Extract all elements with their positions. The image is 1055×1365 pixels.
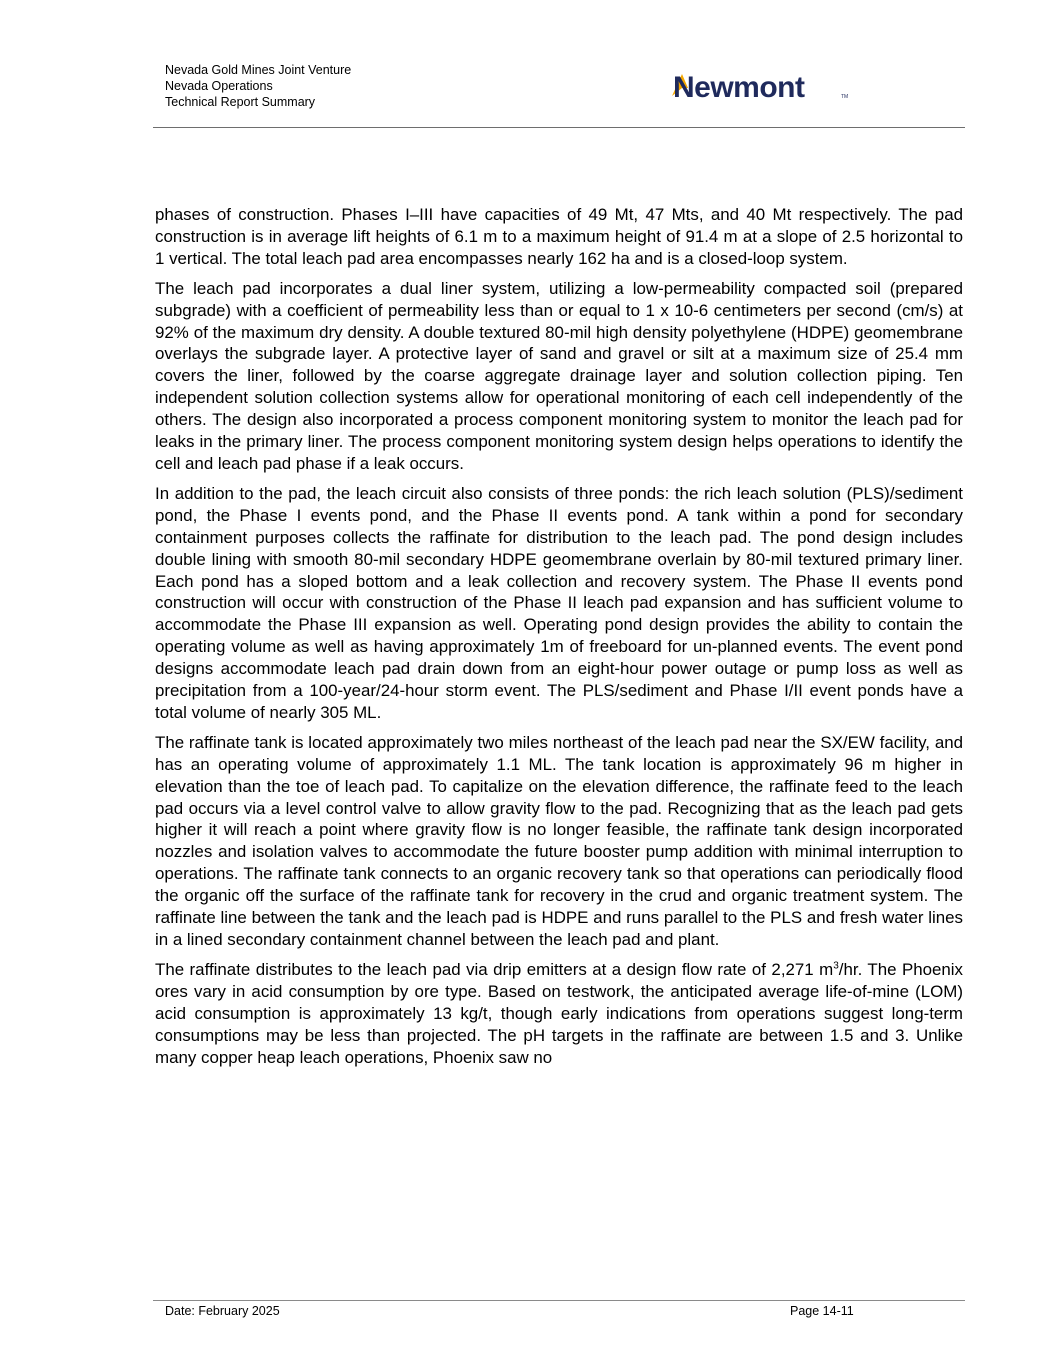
header-operations-line: Nevada Operations <box>165 79 273 93</box>
newmont-logo <box>670 66 860 106</box>
header-company-line: Nevada Gold Mines Joint Venture <box>165 63 352 77</box>
paragraph-ponds: In addition to the pad, the leach circuit also consists of three ponds: the rich leach solution (PLS)/sediment pond, the Phase I events pond, and the Phase II events pond. A tank within a pond for secondary containment purposes collects the raffinate for distribution to the leach pad. The pond design includes double lining with smooth 80-mil secondary HDPE geomembrane overlain by 80-mil textured primary liner. Each pond has a sloped bottom and a leak collection and recovery system. The Phase II events pond construction will occur with construction of the Phase II leach pad expansion and has sufficient volume to accommodate the Phase III expansion as well. Operating pond design provides the ability to contain the operating volume as well as having approximately 1m of freeboard for un-planned events. The event pond designs accommodate leach pad drain down from an eight-hour power outage or pump loss as well as precipitation from a 100-year/24-hour storm event. The PLS/sediment and Phase I/II event ponds have a total volume of nearly 305 ML. <box>155 483 963 722</box>
header-divider <box>153 127 965 128</box>
paragraph-raffinate-tank: The raffinate tank is located approximately two miles northeast of the leach pad near the SX/EW facility, and has an operating volume of approximately 1.1 ML. The tank location is approximately 96 m higher in elevation than the toe of leach pad. To capitalize on the elevation difference, the raffinate feed to the leach pad occurs via a level control valve to allow gravity flow to the pad. Recognizing that as the leach pad gets higher it will reach a point where gravity flow is no longer feasible, the raffinate tank design incorporated nozzles and isolation valves to accommodate the future booster pump addition with minimal interruption to operations. The raffinate tank connects to an organic recovery tank so that operations can periodically flood the organic off the surface of the raffinate tank for recovery in the crud and organic treatment system. The raffinate line between the tank and the leach pad is HDPE and runs parallel to the PLS and fresh water lines in a lined secondary containment channel between the leach pad and plant. <box>155 732 963 949</box>
paragraph-leach-pad-phases: phases of construction. Phases I–III have capacities of 49 Mt, 47 Mts, and 40 Mt respectively. The pad construction is in average lift heights of 6.1 m to a maximum height of 91.4 m at a slope of 2.5 horizontal to 1 vertical. The total leach pad area encompasses nearly 162 ha and is a closed-loop system. <box>155 205 963 268</box>
cubic-superscript: 3 <box>833 960 839 972</box>
paragraph-liner-system: The leach pad incorporates a dual liner system, utilizing a low-permeability compacted soil (prepared subgrade) with a coefficient of permeability less than or equal to 1 x 10-6 centimeters per second (cm/s) at 92% of the maximum dry density. A double textured 80-mil high density polyethylene (HDPE) geomembrane overlays the subgrade layer. A protective layer of sand and gravel or silt at a maximum size of 25.4 mm covers the liner, followed by the coarse aggregate drainage layer and solution collection piping. Ten independent solution collection systems allow for operational monitoring of each cell independently of the others. The design also incorporated a process component monitoring system to monitor the leach pad for leaks in the primary liner. The process component monitoring system design helps operations to identify the cell and leach pad phase if a leak occurs. <box>155 278 963 473</box>
footer-divider <box>153 1300 965 1301</box>
header-report-line: Technical Report Summary <box>165 95 316 109</box>
paragraph-raffinate-distribution-part1: The raffinate distributes to the leach pad via drip emitters at a design flow rate of 2,271 m <box>155 959 834 979</box>
newmont-logo-tm: TM <box>841 94 849 100</box>
footer-date: Date: February 2025 <box>165 1304 280 1318</box>
header-text-block <box>165 62 351 110</box>
footer-page-number: Page 14-11 <box>790 1304 854 1318</box>
newmont-logo-wordmark: Newmont <box>673 71 805 104</box>
report-body <box>155 204 963 1076</box>
paragraph-raffinate-distribution-part2: /hr. The Phoenix ores vary in acid consumption by ore type. Based on testwork, the anticipated average life-of-mine (LOM) acid consumption is approximately 13 kg/t, though early indications from operations suggest long-term consumptions may be less than projected. The pH targets in the raffinate are between 1.5 and 3. Unlike many copper heap leach operations, Phoenix saw no <box>155 959 964 1067</box>
paragraph-raffinate-distribution <box>155 959 963 1069</box>
